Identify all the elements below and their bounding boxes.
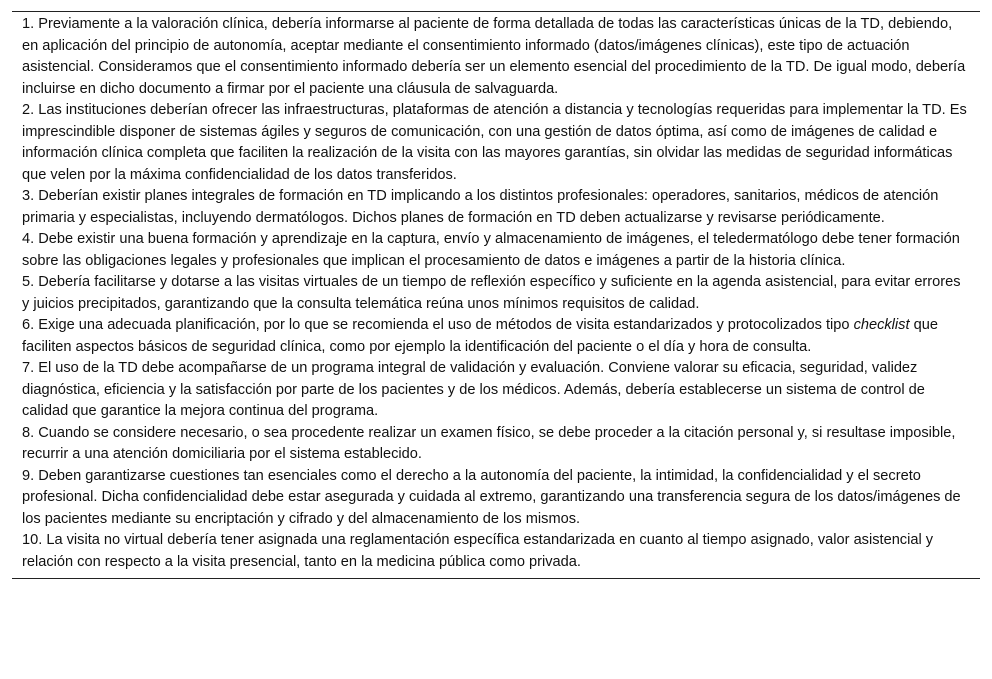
recommendation-10: 10. La visita no virtual debería tener asignada una reglamentación específica estandarizada en cuanto al tiempo asignado, valor asistencial y relación con respecto a la visita presencial, tanto en la medicina pública como privada. [22, 532, 934, 570]
recommendation-6-emphasis: checklist [853, 317, 910, 333]
recommendation-6-end: que faciliten aspectos básicos de seguridad clínica, como por ejemplo la identificación del paciente o el día y hora de consulta. [22, 317, 938, 355]
recommendation-4: 4. Debe existir una buena formación y aprendizaje en la captura, envío y almacenamiento de imágenes, el teledermatólogo debe tener formación sobre las obligaciones legales y profesionales que implican el procesamiento de datos e imágenes a partir de la historia clínica. [22, 231, 960, 269]
recommendation-6 [12, 315, 980, 358]
recommendation-2: 2. Las instituciones deberían ofrecer las infraestructuras, plataformas de atención a distancia y tecnologías requeridas para implementar la TD. Es imprescindible disponer de sistemas ágiles y seguros de comunicación, con una gestión de datos óptima, así como de imágenes de calidad e información clínica completa que faciliten la realización de la visita con las mayores garantías, sin olvidar las medidas de seguridad informáticas que velen por la máxima confidencialidad de los datos transferidos. [22, 102, 967, 183]
recommendation-7: 7. El uso de la TD debe acompañarse de un programa integral de validación y evaluación. Conviene valorar su eficacia, seguridad, validez diagnóstica, eficiencia y la satisfacción por parte de los pacientes y de los médicos. Además, debería establecerse un sistema de control de calidad que garantice la mejora continua del programa. [22, 360, 925, 419]
recommendation-8: 8. Cuando se considere necesario, o sea procedente realizar un examen físico, se debe proceder a la citación personal y, si resultase imposible, recurrir a una atención domiciliaria por el sistema establecido. [22, 424, 956, 462]
recommendation-5: 5. Debería facilitarse y dotarse a las visitas virtuales de un tiempo de reflexión específico y suficiente en la agenda asistencial, para evitar errores y juicios precipitados, garantizando que la consulta telemática reúna unos mínimos requisitos de calidad. [22, 274, 961, 312]
recommendation-9: 9. Deben garantizarse cuestiones tan esenciales como el derecho a la autonomía del paciente, la intimidad, la confidencialidad y el secreto profesional. Dicha confidencialidad debe estar asegurada y cuidada al extremo, garantizando una transferencia segura de los datos/imágenes de los pacientes mediante su encriptación y cifrado y del almacenamiento de los mismos. [22, 467, 961, 527]
recommendation-6-start: 6. Exige una adecuada planificación, por lo que se recomienda el uso de métodos de visita estandarizados y protocolizados tipo [22, 317, 854, 333]
recommendation-3: 3. Deberían existir planes integrales de formación en TD implicando a los distintos profesionales: operadores, sanitarios, médicos de atención primaria y especialistas, incluyendo dermatólogos. Dichos planes de formación en TD deben actualizarse y revisarse periódicamente. [22, 188, 939, 226]
recommendations-table [12, 11, 980, 579]
recommendation-1: 1. Previamente a la valoración clínica, debería informarse al paciente de forma detallada de todas las características únicas de la TD, debiendo, en aplicación del principio de autonomía, aceptar mediante el consentimiento informado (datos/imágenes clínicas), este tipo de actuación asistencial. Consideramos que el consentimiento informado debería ser un elemento esencial del procedimiento de la TD. De igual modo, debería incluirse en dicho documento a firmar por el paciente una cláusula de salvaguarda. [22, 16, 966, 97]
